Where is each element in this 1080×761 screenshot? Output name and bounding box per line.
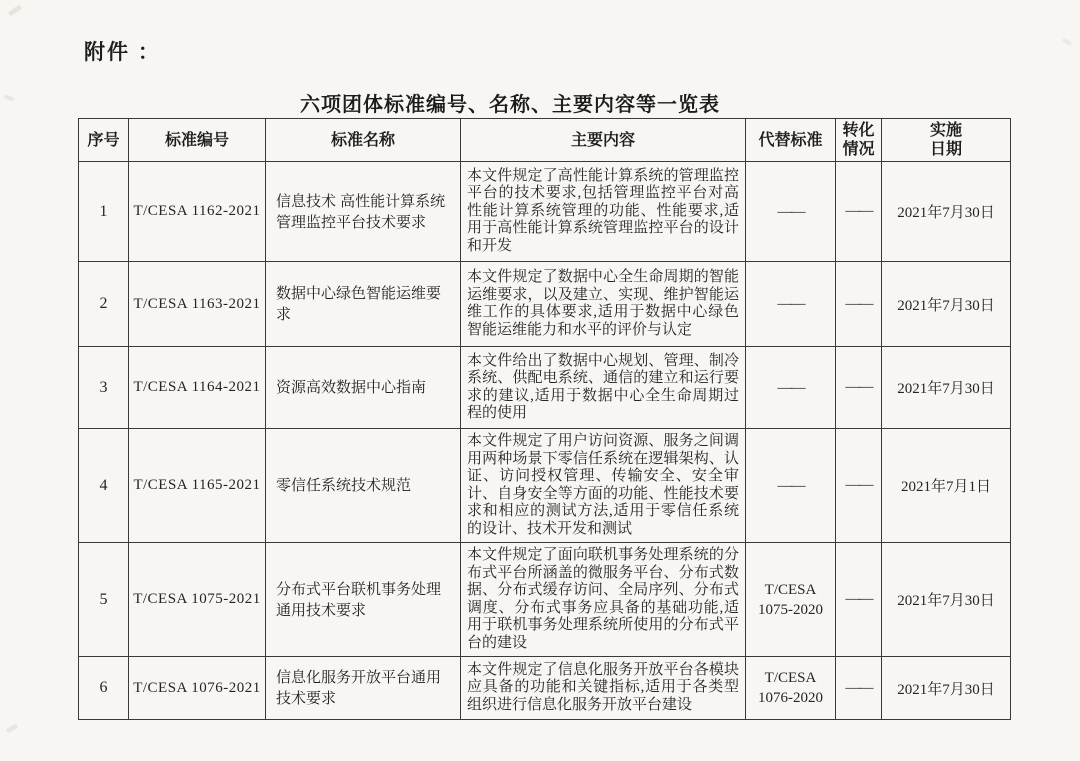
cell-standard-name: 数据中心绿色智能运维要求 [266, 262, 461, 347]
cell-replaced-standard: —— [746, 347, 836, 429]
table-row [79, 543, 1011, 657]
table-row [79, 262, 1011, 347]
cell-implementation-date: 2021年7月30日 [882, 347, 1011, 429]
page-title: 六项团体标准编号、名称、主要内容等一览表 [300, 94, 720, 116]
scan-artifact [8, 4, 22, 16]
cell-implementation-date: 2021年7月30日 [882, 543, 1011, 657]
header-label: 主要内容 [570, 131, 635, 149]
cell-replaced-standard: —— [746, 162, 836, 262]
col-header-replaced-standard [746, 119, 836, 162]
cell-standard-name: 分布式平台联机事务处理通用技术要求 [266, 543, 461, 657]
cell-standard-code: T/CESA 1075-2021 [129, 543, 266, 657]
cell-standard-code: T/CESA 1164-2021 [129, 347, 266, 429]
cell-standard-name: 资源高效数据中心指南 [266, 347, 461, 429]
cell-standard-name: 零信任系统技术规范 [266, 429, 461, 543]
cell-serial-no: 6 [79, 657, 129, 720]
header-label: 实施 [929, 122, 962, 139]
cell-replaced-standard: —— [746, 429, 836, 543]
cell-conversion-status: —— [836, 543, 882, 657]
col-header-standard-name [266, 119, 461, 162]
cell-conversion-status: —— [836, 657, 882, 720]
cell-conversion-status: —— [836, 347, 882, 429]
col-header-main-content [461, 119, 746, 162]
cell-main-content: 本文件规定了数据中心全生命周期的智能运维要求，以及建立、实现、维护智能运维工作的具体要求,适用于数据中心绿色智能运维能力和水平的评价与认定 [461, 262, 746, 347]
col-header-conversion-status [836, 119, 882, 162]
cell-standard-name: 信息技术 高性能计算系统管理监控平台技术要求 [266, 162, 461, 262]
cell-serial-no: 3 [79, 347, 129, 429]
cell-conversion-status: —— [836, 429, 882, 543]
cell-main-content: 本文件给出了数据中心规划、管理、制冷系统、供配电系统、通信的建立和运行要求的建议,适用于数据中心全生命周期过程的使用 [461, 347, 746, 429]
header-label: 代替标准 [758, 131, 823, 149]
cell-replaced-standard: —— [746, 262, 836, 347]
table-row [79, 429, 1011, 543]
cell-replaced-standard: T/CESA 1075-2020 [746, 543, 836, 657]
standards-table [78, 118, 1011, 720]
scan-artifact [6, 723, 19, 733]
cell-main-content: 本文件规定了高性能计算系统的管理监控平台的技术要求,包括管理监控平台对高性能计算系统管理的功能、性能要求,适用于高性能计算系统管理监控平台的设计和开发 [461, 162, 746, 262]
cell-replaced-standard: T/CESA 1076-2020 [746, 657, 836, 720]
table-row [79, 347, 1011, 429]
cell-standard-code: T/CESA 1076-2021 [129, 657, 266, 720]
cell-serial-no: 2 [79, 262, 129, 347]
scan-artifact [1062, 38, 1073, 46]
col-header-serial-no [79, 119, 129, 162]
header-label: 转化 [842, 122, 875, 139]
col-header-standard-code [129, 119, 266, 162]
header-label: 标准编号 [164, 131, 229, 149]
attachment-label: 附件 ： [84, 41, 161, 64]
cell-conversion-status: —— [836, 162, 882, 262]
col-header-implementation-date [882, 119, 1011, 162]
cell-implementation-date: 2021年7月30日 [882, 657, 1011, 720]
cell-standard-code: T/CESA 1165-2021 [129, 429, 266, 543]
header-label: 标准名称 [330, 131, 395, 149]
cell-implementation-date: 2021年7月1日 [882, 429, 1011, 543]
header-label: 序号 [87, 131, 120, 149]
header-label-line2: 日期 [929, 141, 962, 158]
cell-serial-no: 4 [79, 429, 129, 543]
table-row [79, 162, 1011, 262]
table-header-row [79, 119, 1011, 162]
table-row [79, 657, 1011, 720]
cell-standard-code: T/CESA 1163-2021 [129, 262, 266, 347]
cell-main-content: 本文件规定了信息化服务开放平台各模块应具备的功能和关键指标,适用于各类型组织进行信息化服务开放平台建设 [461, 657, 746, 720]
cell-standard-code: T/CESA 1162-2021 [129, 162, 266, 262]
cell-standard-name: 信息化服务开放平台通用技术要求 [266, 657, 461, 720]
cell-serial-no: 5 [79, 543, 129, 657]
cell-serial-no: 1 [79, 162, 129, 262]
cell-main-content: 本文件规定了面向联机事务处理系统的分布式平台所涵盖的微服务平台、分布式数据、分布式缓存访问、全局序列、分布式调度、分布式事务应具备的基础功能,适用于联机事务处理系统所使用的分布式平台的建设 [461, 543, 746, 657]
cell-implementation-date: 2021年7月30日 [882, 162, 1011, 262]
cell-implementation-date: 2021年7月30日 [882, 262, 1011, 347]
header-label-line2: 情况 [842, 141, 875, 158]
cell-main-content: 本文件规定了用户访问资源、服务之间调用两种场景下零信任系统在逻辑架构、认证、访问授权管理、传输安全、安全审计、自身安全等方面的功能、性能技术要求和相应的测试方法,适用于零信任系统的设计、技术开发和测试 [461, 429, 746, 543]
cell-conversion-status: —— [836, 262, 882, 347]
